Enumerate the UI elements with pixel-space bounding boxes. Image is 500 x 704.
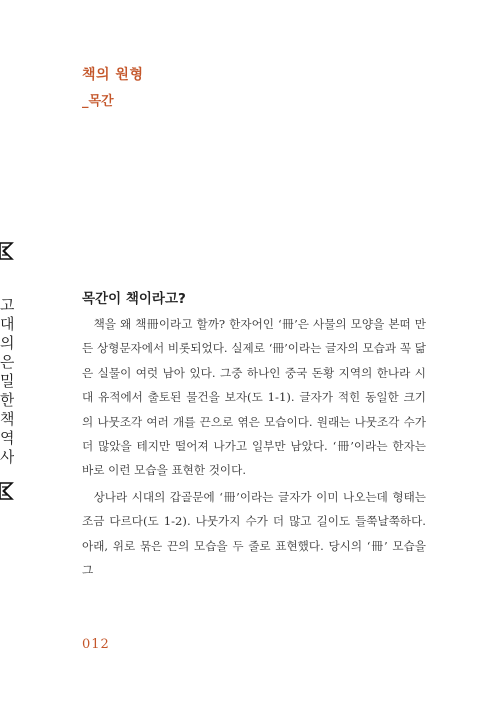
chapter-subtitle: _목간 (82, 94, 114, 109)
side-tab (0, 120, 16, 466)
tab-ornament-icon (0, 482, 14, 500)
chapter-title: 책의 원형 (82, 67, 144, 83)
body-text (82, 312, 426, 582)
paragraph: 책을 왜 책冊이라고 할까? 한자어인 ‘冊’은 사물의 모양을 본떠 만든 상형문자에서 비롯되었다. 실제로 ‘冊’이라는 글자의 모습과 꼭 닮은 실물이 여럿 남아 있다. 그중 하나인 중국 돈황 지역의 한나라 시대 유적에서 출토된 물건을 보자(도 1-1). 글자가 적힌 동일한 크기의 나뭇조각 여러 개를 끈으로 엮은 모습이다. 원래는 나뭇조각 수가 더 많았을 테지만 떨어져 나가고 일부만 남았다. ‘冊’이라는 한자는 바로 이런 모습을 표현한 것이다. (82, 317, 426, 478)
page-number: 012 (82, 637, 110, 652)
section-heading: 목간이 책이라고? (82, 291, 186, 307)
side-tab-title: 고대의 은밀한 책 역사 (0, 296, 14, 466)
tab-ornament-icon (0, 242, 14, 260)
paragraph: 상나라 시대의 갑골문에 ‘冊’이라는 글자가 이미 나오는데 형태는 조금 다르다(도 1-2). 나뭇가지 수가 더 많고 길이도 들쭉날쭉하다. 아래, 위로 묶은 끈의 모습을 두 줄로 표현했다. 당시의 ‘冊’ 모습을 그 (82, 489, 426, 578)
